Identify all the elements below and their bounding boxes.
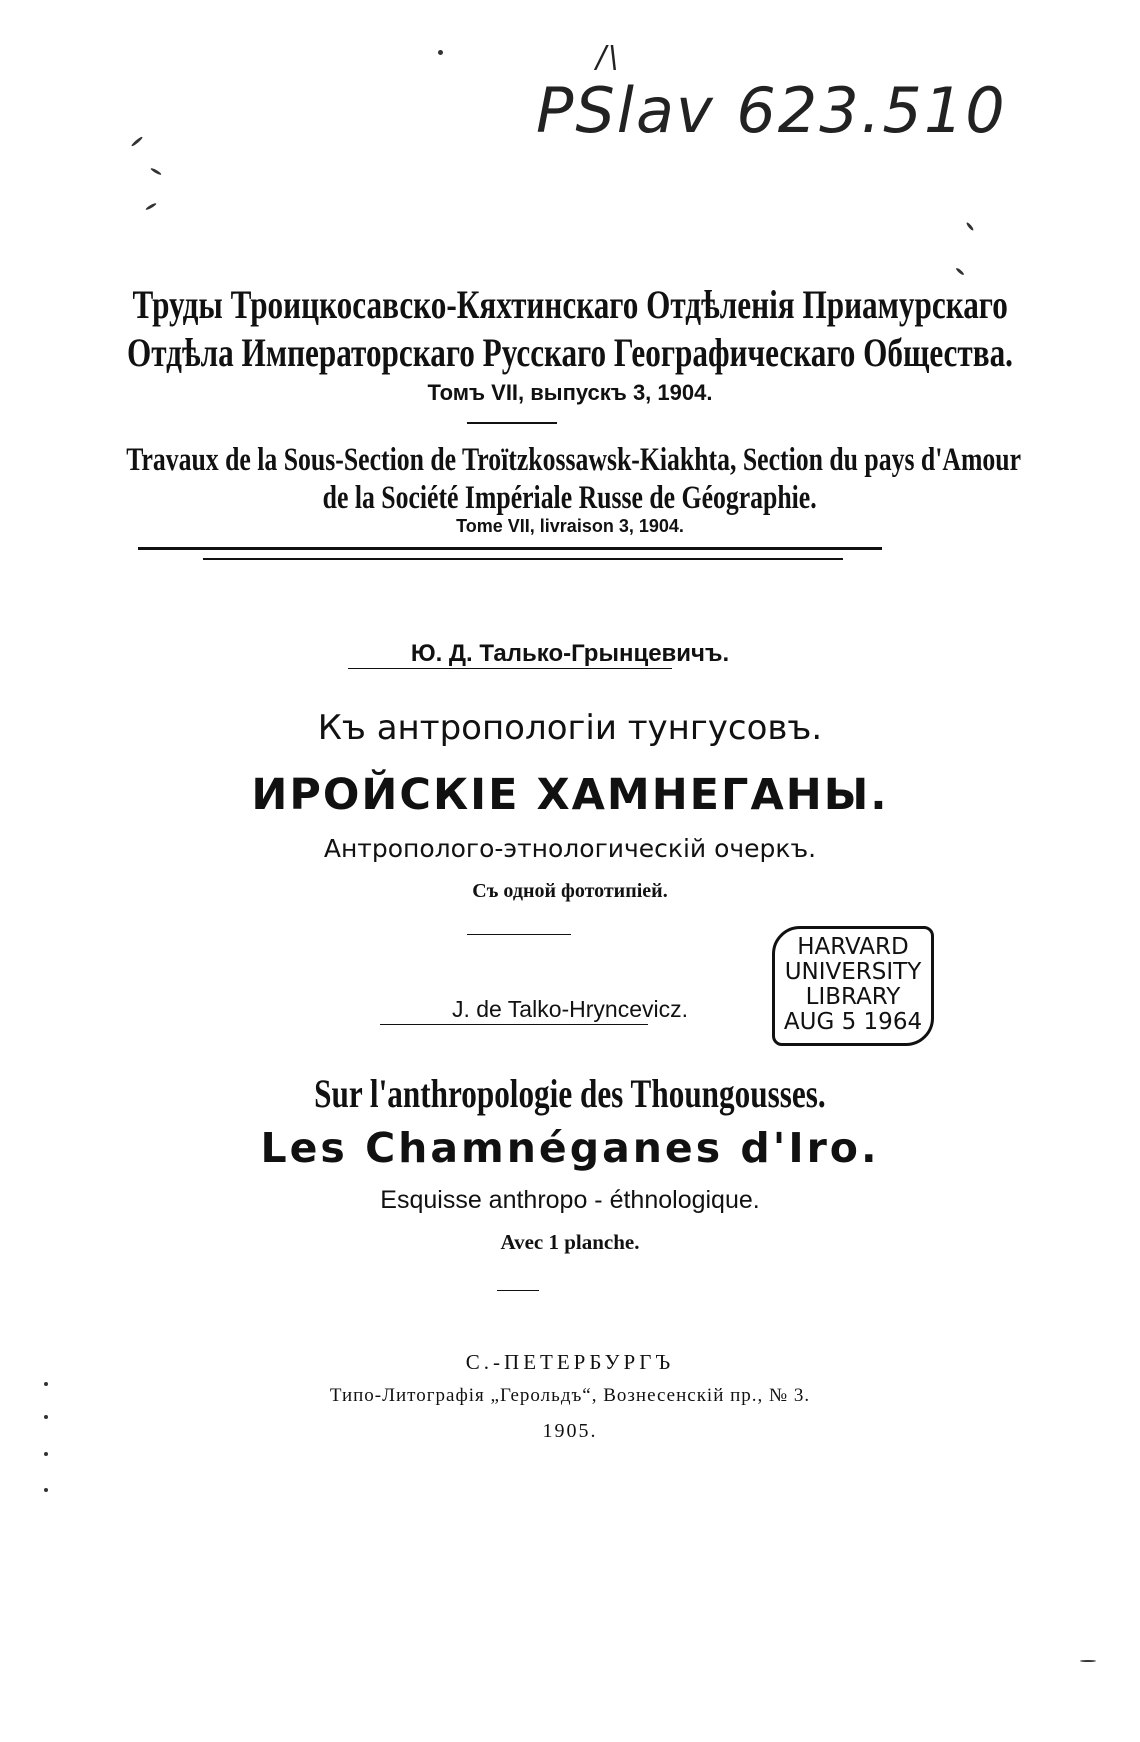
scan-speck [44, 1452, 48, 1456]
stamp-line3: LIBRARY [805, 984, 901, 1010]
scan-speck [966, 222, 975, 232]
scan-speck [44, 1415, 48, 1419]
imprint-press: Типо-Литографія „Герольдъ“, Вознесенскій пр., № 3. [329, 1385, 811, 1406]
series-header-fr-line1: Travaux de la Sous-Section de Troïtzkossawsk-Kiakhta, Section du pays d'Amour [126, 442, 1022, 478]
series-header-ru-line2: Отдѣла Императорскаго Русскаго Географическаго Общества. [126, 330, 1014, 375]
divider [497, 1290, 539, 1291]
note-ru: Съ одной фототипіей. [472, 880, 668, 902]
imprint-year: 1905. [542, 1420, 598, 1442]
scan-speck [438, 50, 443, 55]
title-ru-line1: Къ антропологіи тунгусовъ. [317, 708, 823, 748]
scan-speck [44, 1488, 48, 1492]
scan-speck [145, 202, 157, 211]
volume-ru: Томъ VII, выпускъ 3, 1904. [427, 380, 713, 405]
title-ru-line2: ИРОЙСКІЕ ХАМНЕГАНЫ. [251, 770, 889, 820]
scan-speck [131, 136, 144, 147]
scan-speck [1080, 1660, 1096, 1662]
title-fr-line2: Les Chamnéganes d'Iro. [260, 1124, 880, 1172]
title-fr-line1: Sur l'anthropologie des Thoungousses. [314, 1071, 826, 1116]
author-fr: J. de Talko-Hryncevicz. [451, 996, 689, 1022]
stamp-line4: AUG 5 1964 [783, 1009, 923, 1035]
subtitle-fr: Esquisse anthropo - éthnologique. [380, 1186, 760, 1214]
scan-speck [955, 267, 965, 276]
stamp-line2: UNIVERSITY [784, 959, 922, 985]
library-stamp [772, 926, 934, 1046]
volume-fr: Tome VII, livraison 3, 1904. [456, 516, 684, 536]
author-ru: Ю. Д. Талько-Грынцевичъ. [410, 640, 730, 667]
divider [467, 422, 557, 424]
author-fr-underline [380, 1024, 648, 1025]
note-fr: Avec 1 planche. [500, 1230, 640, 1254]
handwritten-shelfmark: PSlav 623.510 [536, 74, 1007, 147]
header-rule-bottom [203, 558, 843, 560]
series-header-ru-line1: Труды Троицкосавско-Кяхтинскаго Отдѣленія Приамурскаго [132, 282, 1008, 327]
imprint-city: С.-ПЕТЕРБУРГЪ [465, 1350, 675, 1374]
subtitle-ru: Антрополого-этнологическій очеркъ. [323, 834, 817, 863]
stamp-line1: HARVARD [797, 934, 909, 960]
handwritten-mark-top: /\ [596, 40, 621, 75]
divider [467, 934, 571, 935]
series-header-fr-line2: de la Société Impériale Russe de Géographie. [322, 480, 818, 516]
header-rule-top [138, 547, 882, 550]
author-ru-underline [348, 668, 672, 669]
scan-speck [150, 167, 162, 176]
